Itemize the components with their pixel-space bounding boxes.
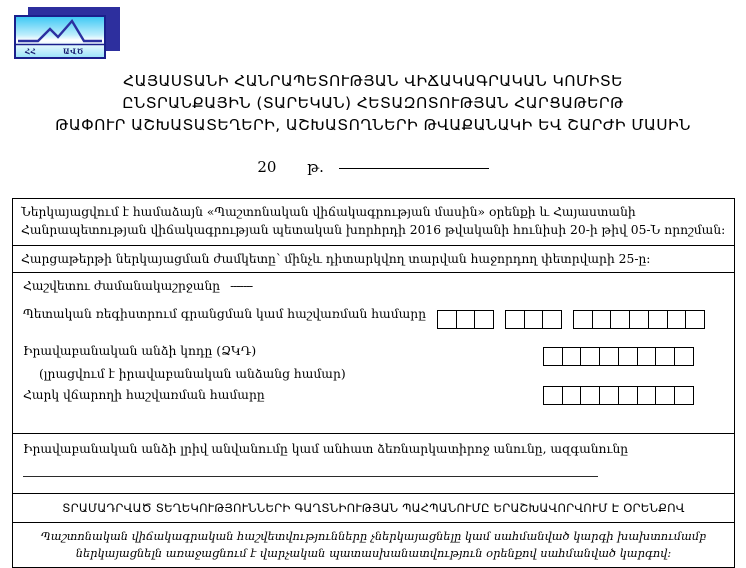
logo-subtext-left: ՀՀ [25, 47, 37, 56]
input-cell[interactable] [637, 347, 657, 366]
input-cell[interactable] [562, 347, 582, 366]
input-cell[interactable] [610, 310, 630, 329]
input-cell[interactable] [543, 347, 563, 366]
input-cell[interactable] [655, 386, 675, 405]
taxpayer-number-label: Հարկ վճարողի հաշվառման համարը [23, 388, 265, 402]
entity-name-input[interactable] [23, 476, 598, 477]
logo-frame [14, 15, 106, 59]
reporting-period-label: Հաշվետու ժամանակաշրջանը [23, 279, 221, 293]
codes-block [13, 299, 734, 434]
state-registration-input-group-3[interactable] [573, 310, 705, 329]
deadline-row: Հարցաթերթի ներկայացման ժամկետը՝ մինչև դիտարկվող տարվան հաջորդող փետրվարի 25-ը: [13, 246, 734, 273]
input-cell[interactable] [667, 310, 687, 329]
input-cell[interactable] [524, 310, 544, 329]
input-cell[interactable] [437, 310, 457, 329]
date-year-suffix: թ. [307, 158, 324, 176]
reporting-period-row [13, 273, 734, 299]
input-cell[interactable] [655, 347, 675, 366]
input-cell[interactable] [674, 386, 694, 405]
state-registration-label: Պետական ռեգիստրում գրանցման կամ հաշվառման համարը [23, 307, 427, 321]
title-line-3: ԹԱՓՈՒՐ ԱՇԽԱՏԱՏԵՂԵՐԻ, ԱՇԽԱՏՈՂՆԵՐԻ ԹՎԱՔԱՆԱԿԻ ԵՎ ՇԱՐԺԻ ՄԱՍԻՆ [55, 116, 691, 134]
input-cell[interactable] [629, 310, 649, 329]
footer-note-line-2: ներկայացնելն առաջացնում է վարչական պատասխանատվություն օրենքով սահմանված կարգով: [75, 546, 672, 560]
page-title [0, 70, 746, 136]
input-cell[interactable] [580, 386, 600, 405]
intro-row: Ներկայացվում է համաձայն «Պաշտոնական վիճակագրության մասին» օրենքի և Հայաստանի Հանրապետության վիճակագրության պետական խորհրդի 2016 թվականի հունիսի 20-ի թիվ 05-Ն որոշման: [13, 199, 734, 246]
title-line-1: ՀԱՅԱՍՏԱՆԻ ՀԱՆՐԱՊԵՏՈՒԹՅԱՆ ՎԻՃԱԿԱԳՐԱԿԱՆ ԿՈՄԻՏԵ [123, 72, 623, 90]
form-table [12, 198, 735, 568]
input-cell[interactable] [505, 310, 525, 329]
legal-footer-note [13, 523, 734, 567]
footer-note-line-1: Պաշտոնական վիճակագրական հաշվետվությունները չներկայացնելը կամ սահմանված կարգի խախտումամբ [40, 529, 707, 543]
state-registration-input-group-2[interactable] [505, 310, 562, 329]
input-cell[interactable] [599, 386, 619, 405]
input-cell[interactable] [685, 310, 705, 329]
legal-entity-code-note: (լրացվում է իրավաբանական անձանց համար) [39, 367, 346, 381]
legal-entity-code-label: Իրավաբանական անձի կոդը (ՁԿԴ) [23, 344, 257, 358]
entity-name-label: Իրավաբանական անձի լրիվ անվանումը կամ անհատ ձեռնարկատիրոջ անունը, ազգանունը [23, 442, 629, 456]
organization-logo [14, 7, 124, 59]
logo-subtext-right: ԱՎԾ [63, 47, 84, 56]
date-row [0, 158, 746, 176]
input-cell[interactable] [618, 386, 638, 405]
state-registration-input-group-1[interactable] [437, 310, 494, 329]
reporting-period-dashes: ------- [230, 279, 253, 293]
input-cell[interactable] [637, 386, 657, 405]
input-cell[interactable] [474, 310, 494, 329]
confidentiality-guarantee-banner: ՏՐԱՄԱԴՐՎԱԾ ՏԵՂԵԿՈՒԹՅՈՒՆՆԵՐԻ ԳԱՂՏՆԻՈՒԹՅԱՆ ՊԱՀՊԱՆՈՒՄԸ ԵՐԱՇԽԱՎՈՐՎՈՒՄ Է ՕՐԵՆՔՈՎ [13, 494, 734, 523]
input-cell[interactable] [456, 310, 476, 329]
legal-entity-code-input-group[interactable] [543, 347, 694, 366]
input-cell[interactable] [599, 347, 619, 366]
input-cell[interactable] [542, 310, 562, 329]
input-cell[interactable] [543, 386, 563, 405]
title-line-2: ԸՆՏՐԱՆՔԱՅԻՆ (ՏԱՐԵԿԱՆ) ՀԵՏԱԶՈՏՈՒԹՅԱՆ ՀԱՐՑԱԹԵՐԹ [122, 94, 624, 112]
input-cell[interactable] [648, 310, 668, 329]
input-cell[interactable] [573, 310, 593, 329]
input-cell[interactable] [562, 386, 582, 405]
input-cell[interactable] [618, 347, 638, 366]
entity-name-row [13, 434, 734, 494]
input-cell[interactable] [580, 347, 600, 366]
input-cell[interactable] [674, 347, 694, 366]
date-blank-field[interactable] [339, 168, 489, 169]
taxpayer-number-input-group[interactable] [543, 386, 694, 405]
date-year-prefix: 20 [257, 158, 277, 176]
input-cell[interactable] [592, 310, 612, 329]
